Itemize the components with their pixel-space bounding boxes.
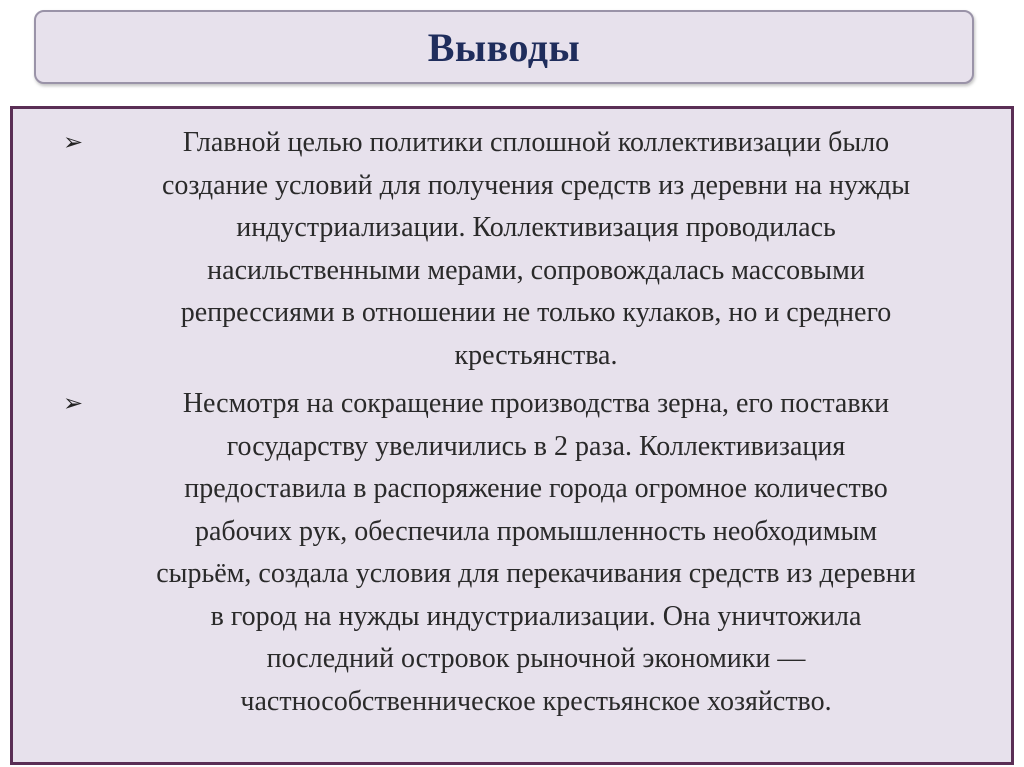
bullet-line: сырьём, создала условия для перекачивания средств из деревни [156, 558, 916, 589]
arrow-bullet-icon: ➢ [63, 391, 84, 417]
bullet-line: насильственными мерами, сопровождалась массовыми [207, 254, 865, 286]
bullet-text [63, 383, 1009, 723]
slide-title: Выводы [427, 24, 581, 70]
bullet-line: крестьянства. [454, 339, 618, 371]
bullet-line: государству увеличились в 2 раза. Коллективизация [226, 430, 846, 462]
bullet-line: индустриализации. Коллективизация проводилась [236, 212, 836, 243]
bullet-line: Несмотря на сокращение производства зерна, его поставки [182, 388, 890, 419]
bullet-line: Главной целью политики сплошной коллективизации было [182, 127, 890, 158]
bullet-item [63, 383, 1009, 723]
bullet-line: последний островок рыночной экономики — [266, 643, 806, 674]
title-banner [34, 10, 974, 84]
content-panel [10, 106, 1014, 765]
bullet-line: создание условий для получения средств из деревни на нужды [161, 169, 911, 201]
bullet-item [63, 122, 1009, 377]
bullet-line: частнособственническое крестьянское хозяйство. [240, 685, 832, 717]
bullet-line: рабочих рук, обеспечила промышленность необходимым [194, 515, 878, 547]
bullet-list [63, 122, 1009, 729]
bullet-line: предоставила в распоряжение города огромное количество [184, 473, 888, 504]
bullet-line: репрессиями в отношении не только кулаков, но и среднего [180, 297, 892, 328]
bullet-line: в город на нужды индустриализации. Она уничтожила [210, 600, 862, 632]
bullet-text [63, 122, 1009, 377]
arrow-bullet-icon: ➢ [63, 130, 84, 156]
